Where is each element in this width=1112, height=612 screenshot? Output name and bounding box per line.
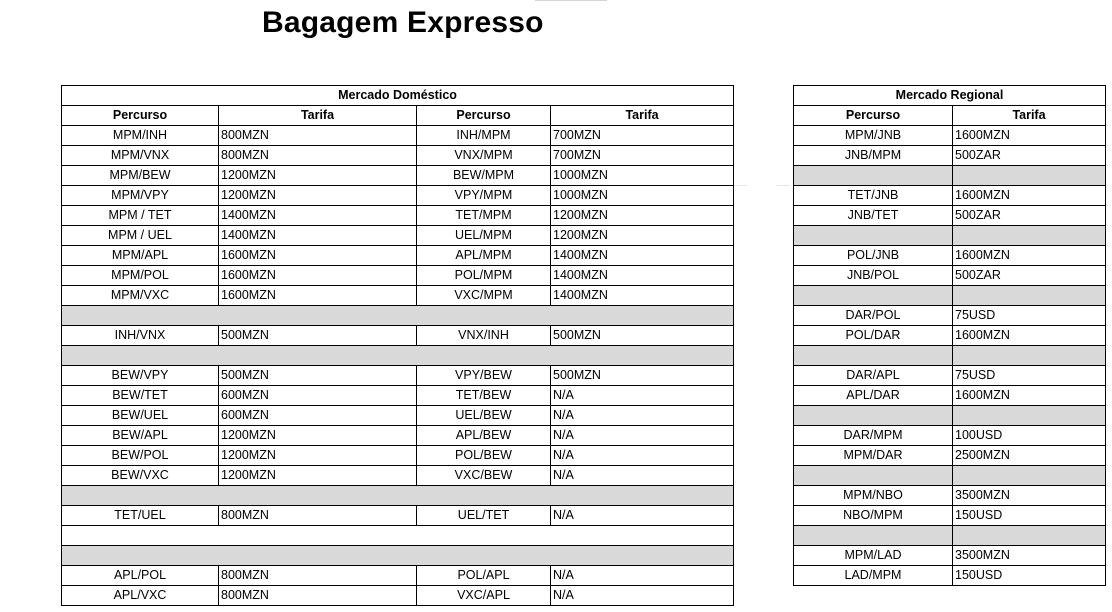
route-cell: MPM/APL xyxy=(62,246,219,266)
empty-cell xyxy=(953,406,1106,426)
empty-cell xyxy=(953,526,1106,546)
fare-cell: 1200MZN xyxy=(219,186,417,206)
empty-cell xyxy=(953,466,1106,486)
return-route-cell: TET/MPM xyxy=(417,206,551,226)
fare-cell: 800MZN xyxy=(219,566,417,586)
separator-row xyxy=(62,486,734,506)
fare-cell: 150USD xyxy=(953,566,1106,586)
return-route-cell: VXC/MPM xyxy=(417,286,551,306)
route-cell: POL/DAR xyxy=(794,326,953,346)
table-row xyxy=(794,146,1106,166)
table-row xyxy=(62,586,734,606)
route-cell: INH/VNX xyxy=(62,326,219,346)
table-row xyxy=(794,386,1106,406)
route-cell: BEW/APL xyxy=(62,426,219,446)
page-title: Bagagem Expresso xyxy=(262,6,544,39)
table-row xyxy=(62,126,734,146)
route-cell: MPM/VPY xyxy=(62,186,219,206)
return-fare-cell: 1200MZN xyxy=(551,206,734,226)
fare-cell: 500MZN xyxy=(219,326,417,346)
separator-row xyxy=(794,406,1106,426)
route-cell: MPM / UEL xyxy=(62,226,219,246)
route-cell: DAR/APL xyxy=(794,366,953,386)
return-fare-cell: 700MZN xyxy=(551,126,734,146)
route-cell: MPM/LAD xyxy=(794,546,953,566)
table-row xyxy=(794,366,1106,386)
table-row xyxy=(794,126,1106,146)
return-fare-cell: N/A xyxy=(551,566,734,586)
fare-cell: 1200MZN xyxy=(219,466,417,486)
fare-cell: 500MZN xyxy=(219,366,417,386)
route-cell: LAD/MPM xyxy=(794,566,953,586)
separator-row xyxy=(794,226,1106,246)
fare-cell: 800MZN xyxy=(219,506,417,526)
fare-cell: 1200MZN xyxy=(219,446,417,466)
regional-market-table xyxy=(793,85,1106,586)
return-route-cell: UEL/BEW xyxy=(417,406,551,426)
table-row xyxy=(794,546,1106,566)
fare-cell: 500ZAR xyxy=(953,206,1106,226)
return-fare-cell: N/A xyxy=(551,506,734,526)
return-route-cell: APL/MPM xyxy=(417,246,551,266)
fare-cell: 1600MZN xyxy=(219,266,417,286)
return-route-cell: APL/BEW xyxy=(417,426,551,446)
domestic-market-table xyxy=(61,85,734,606)
gridline-mark xyxy=(733,185,747,186)
table-row xyxy=(794,446,1106,466)
fare-cell: 1600MZN xyxy=(953,186,1106,206)
route-cell: MPM/JNB xyxy=(794,126,953,146)
table-row xyxy=(794,246,1106,266)
separator-row xyxy=(62,306,734,326)
fare-cell: 150USD xyxy=(953,506,1106,526)
fare-cell: 500ZAR xyxy=(953,146,1106,166)
table-row xyxy=(794,566,1106,586)
fare-cell: 1600MZN xyxy=(953,326,1106,346)
return-fare-cell: 1400MZN xyxy=(551,286,734,306)
fare-cell: 800MZN xyxy=(219,146,417,166)
table-row xyxy=(794,486,1106,506)
return-route-cell: UEL/TET xyxy=(417,506,551,526)
return-fare-cell: 500MZN xyxy=(551,326,734,346)
fare-cell: 75USD xyxy=(953,306,1106,326)
separator-row xyxy=(794,166,1106,186)
fare-cell: 1600MZN xyxy=(219,246,417,266)
fare-cell: 1200MZN xyxy=(219,426,417,446)
empty-cell xyxy=(794,226,953,246)
empty-cell xyxy=(794,466,953,486)
table-row xyxy=(794,326,1106,346)
return-fare-cell: N/A xyxy=(551,586,734,606)
fare-cell: 3500MZN xyxy=(953,546,1106,566)
fare-cell: 1400MZN xyxy=(219,206,417,226)
return-route-cell: POL/MPM xyxy=(417,266,551,286)
separator-row xyxy=(62,546,734,566)
table-row xyxy=(794,266,1106,286)
route-cell: MPM/BEW xyxy=(62,166,219,186)
table-row xyxy=(794,426,1106,446)
domestic-header-fare: Tarifa xyxy=(219,106,417,126)
table-row xyxy=(62,326,734,346)
route-cell: MPM/VNX xyxy=(62,146,219,166)
empty-cell xyxy=(794,526,953,546)
domestic-rows xyxy=(62,126,734,606)
table-row xyxy=(62,566,734,586)
route-cell: BEW/POL xyxy=(62,446,219,466)
table-row xyxy=(794,506,1106,526)
return-route-cell: POL/APL xyxy=(417,566,551,586)
domestic-header-return-route: Percurso xyxy=(417,106,551,126)
return-fare-cell: 1000MZN xyxy=(551,186,734,206)
table-row xyxy=(62,206,734,226)
empty-cell xyxy=(953,286,1106,306)
return-route-cell: BEW/MPM xyxy=(417,166,551,186)
empty-cell xyxy=(794,346,953,366)
return-route-cell: VPY/BEW xyxy=(417,366,551,386)
empty-cell xyxy=(62,306,734,326)
return-route-cell: TET/BEW xyxy=(417,386,551,406)
fare-cell: 1400MZN xyxy=(219,226,417,246)
route-cell: MPM/NBO xyxy=(794,486,953,506)
separator-row xyxy=(794,346,1106,366)
table-row xyxy=(62,146,734,166)
return-fare-cell: N/A xyxy=(551,426,734,446)
fare-cell: 75USD xyxy=(953,366,1106,386)
return-fare-cell: N/A xyxy=(551,406,734,426)
blank-row xyxy=(62,526,734,546)
route-cell: APL/VXC xyxy=(62,586,219,606)
route-cell: JNB/POL xyxy=(794,266,953,286)
route-cell: APL/DAR xyxy=(794,386,953,406)
route-cell: APL/POL xyxy=(62,566,219,586)
return-route-cell: VNX/INH xyxy=(417,326,551,346)
route-cell: JNB/MPM xyxy=(794,146,953,166)
empty-cell xyxy=(794,286,953,306)
route-cell: MPM/INH xyxy=(62,126,219,146)
return-fare-cell: 1200MZN xyxy=(551,226,734,246)
return-fare-cell: 1400MZN xyxy=(551,266,734,286)
route-cell: BEW/UEL xyxy=(62,406,219,426)
empty-cell xyxy=(953,166,1106,186)
fare-cell: 1600MZN xyxy=(953,246,1106,266)
return-route-cell: VXC/BEW xyxy=(417,466,551,486)
separator-row xyxy=(62,346,734,366)
route-cell: NBO/MPM xyxy=(794,506,953,526)
route-cell: DAR/POL xyxy=(794,306,953,326)
route-cell: BEW/VPY xyxy=(62,366,219,386)
regional-header-route: Percurso xyxy=(794,106,953,126)
domestic-header-route: Percurso xyxy=(62,106,219,126)
route-cell: BEW/TET xyxy=(62,386,219,406)
regional-caption: Mercado Regional xyxy=(794,86,1106,106)
route-cell: JNB/TET xyxy=(794,206,953,226)
fare-cell: 800MZN xyxy=(219,586,417,606)
fare-cell: 600MZN xyxy=(219,386,417,406)
fare-cell: 1600MZN xyxy=(953,126,1106,146)
domestic-header-return-fare: Tarifa xyxy=(551,106,734,126)
gridline-mark xyxy=(776,185,790,186)
route-cell: TET/JNB xyxy=(794,186,953,206)
table-row xyxy=(794,306,1106,326)
return-route-cell: VXC/APL xyxy=(417,586,551,606)
route-cell: MPM/POL xyxy=(62,266,219,286)
table-row xyxy=(62,406,734,426)
top-border-mark xyxy=(535,0,607,1)
empty-cell xyxy=(62,526,734,546)
fare-cell: 600MZN xyxy=(219,406,417,426)
route-cell: DAR/MPM xyxy=(794,426,953,446)
fare-cell: 100USD xyxy=(953,426,1106,446)
table-row xyxy=(62,386,734,406)
return-fare-cell: 1400MZN xyxy=(551,246,734,266)
regional-header-fare: Tarifa xyxy=(953,106,1106,126)
separator-row xyxy=(794,286,1106,306)
return-fare-cell: N/A xyxy=(551,386,734,406)
return-fare-cell: 1000MZN xyxy=(551,166,734,186)
empty-cell xyxy=(62,346,734,366)
table-row xyxy=(62,366,734,386)
empty-cell xyxy=(62,486,734,506)
regional-rows xyxy=(794,126,1106,586)
table-row xyxy=(62,426,734,446)
return-fare-cell: N/A xyxy=(551,466,734,486)
route-cell: MPM / TET xyxy=(62,206,219,226)
empty-cell xyxy=(794,166,953,186)
separator-row xyxy=(794,466,1106,486)
return-route-cell: POL/BEW xyxy=(417,446,551,466)
return-route-cell: UEL/MPM xyxy=(417,226,551,246)
table-row xyxy=(62,466,734,486)
route-cell: TET/UEL xyxy=(62,506,219,526)
table-row xyxy=(62,506,734,526)
route-cell: MPM/DAR xyxy=(794,446,953,466)
route-cell: POL/JNB xyxy=(794,246,953,266)
separator-row xyxy=(794,526,1106,546)
table-row xyxy=(794,206,1106,226)
table-row xyxy=(62,446,734,466)
return-route-cell: INH/MPM xyxy=(417,126,551,146)
fare-cell: 1600MZN xyxy=(953,386,1106,406)
table-row xyxy=(62,166,734,186)
return-route-cell: VNX/MPM xyxy=(417,146,551,166)
return-fare-cell: N/A xyxy=(551,446,734,466)
table-row xyxy=(62,226,734,246)
table-row xyxy=(62,186,734,206)
fare-cell: 800MZN xyxy=(219,126,417,146)
empty-cell xyxy=(794,406,953,426)
fare-cell: 2500MZN xyxy=(953,446,1106,466)
return-fare-cell: 700MZN xyxy=(551,146,734,166)
route-cell: MPM/VXC xyxy=(62,286,219,306)
empty-cell xyxy=(62,546,734,566)
route-cell: BEW/VXC xyxy=(62,466,219,486)
empty-cell xyxy=(953,226,1106,246)
fare-cell: 1600MZN xyxy=(219,286,417,306)
fare-cell: 1200MZN xyxy=(219,166,417,186)
return-fare-cell: 500MZN xyxy=(551,366,734,386)
table-row xyxy=(62,266,734,286)
empty-cell xyxy=(953,346,1106,366)
table-row xyxy=(62,286,734,306)
fare-cell: 500ZAR xyxy=(953,266,1106,286)
table-row xyxy=(62,246,734,266)
return-route-cell: VPY/MPM xyxy=(417,186,551,206)
domestic-caption: Mercado Doméstico xyxy=(62,86,734,106)
table-row xyxy=(794,186,1106,206)
fare-cell: 3500MZN xyxy=(953,486,1106,506)
